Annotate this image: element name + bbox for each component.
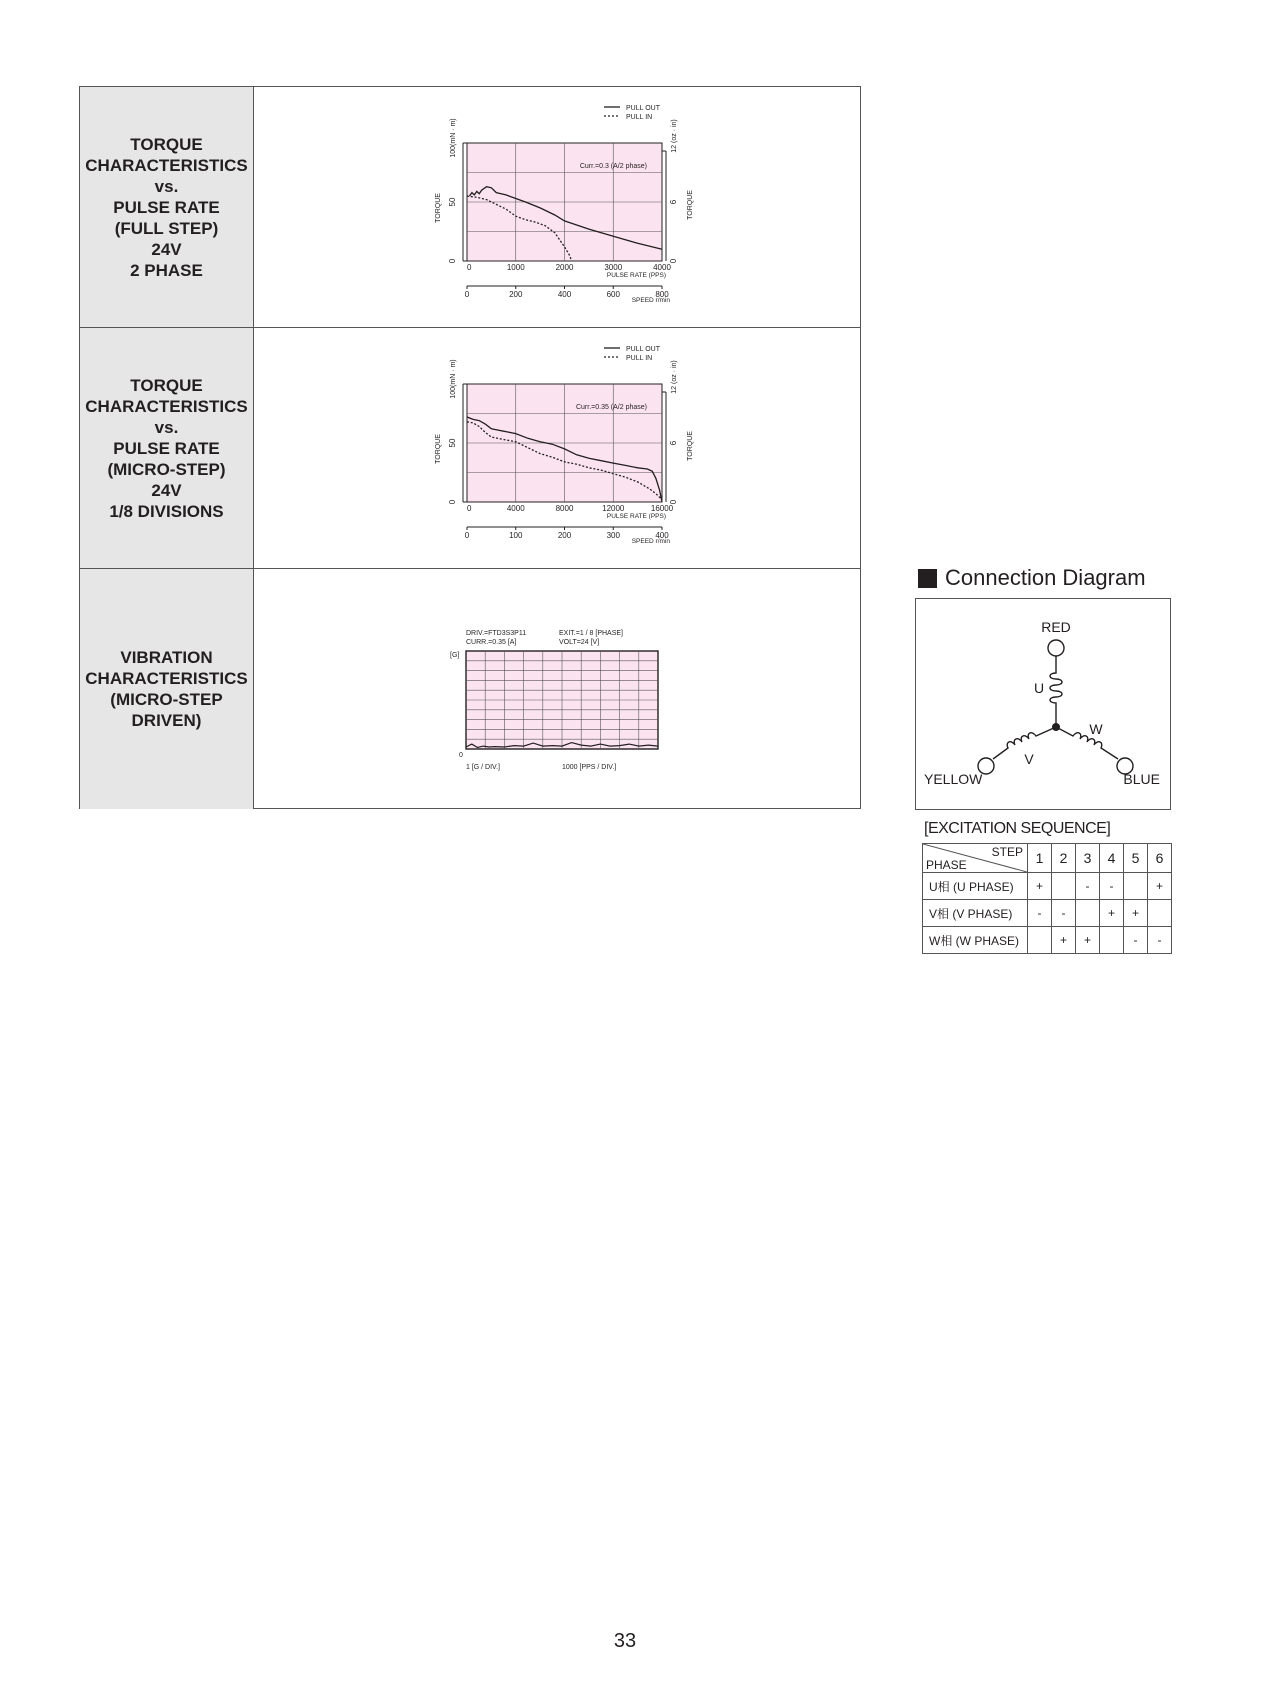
y-tick-label-right: 0 [669, 258, 678, 264]
speed-tick-label: 400 [557, 290, 572, 299]
legend-label-pull-out: PULL OUT [626, 105, 660, 112]
chart-cell [254, 87, 860, 327]
phase-name: W相 (W PHASE) [923, 927, 1028, 954]
step-number: 4 [1100, 844, 1124, 873]
y-axis-unit: [G] [450, 652, 460, 659]
x-axis-title: PULSE RATE (PPS) [606, 513, 666, 520]
sequence-cell [1076, 900, 1100, 927]
speed-tick-label: 800 [655, 290, 669, 299]
y-axis-title-left: TORQUE [435, 193, 442, 223]
speed-tick-label: 0 [464, 531, 470, 540]
coil-w-winding [1056, 727, 1118, 759]
label-blue: BLUE [1123, 771, 1160, 787]
x-tick-label: 8000 [555, 504, 574, 513]
row-label: VIBRATION CHARACTERISTICS (MICRO-STEP DRIVEN) [85, 648, 248, 730]
y-axis-title-right: TORQUE [687, 190, 694, 220]
info-driver: DRIV.=FTD3S3P11 [466, 630, 527, 637]
x-tick-label: 1000 [506, 263, 525, 272]
speed-tick-label: 400 [655, 531, 669, 540]
x-tick-label: 3000 [604, 263, 623, 272]
coil-u-winding [1050, 656, 1062, 727]
chart-cell [254, 328, 860, 568]
current-annotation: Curr.=0.3 (A/2 phase) [579, 163, 647, 170]
y-tick-label-right: 0 [669, 499, 678, 505]
step-number: 5 [1124, 844, 1148, 873]
sequence-cell [1100, 927, 1124, 954]
y-division-label: 1 [G / DIV.] [466, 764, 500, 771]
row-label-cell [80, 328, 254, 568]
phase-name: V相 (V PHASE) [923, 900, 1028, 927]
sequence-cell: - [1052, 900, 1076, 927]
wiring-diagram [916, 599, 1170, 809]
step-phase-header [923, 844, 1028, 873]
legend-label-pull-in: PULL IN [626, 355, 653, 362]
center-junction-dot [1052, 723, 1060, 731]
speed-tick-label: 200 [557, 531, 572, 540]
sequence-cell: - [1148, 927, 1172, 954]
characteristics-table [79, 86, 861, 809]
sequence-cell [1124, 873, 1148, 900]
sequence-cell: + [1100, 900, 1124, 927]
info-excitation: EXIT.=1 / 8 [PHASE] [559, 630, 624, 637]
x-division-label: 1000 [PPS / DIV.] [562, 764, 617, 771]
label-w: W [1089, 721, 1103, 737]
table-row [923, 900, 1172, 927]
label-u: U [1033, 680, 1045, 696]
speed-tick-label: 300 [606, 531, 620, 540]
y-tick-label-right: 6 [669, 199, 678, 205]
torque-chart-full-step [254, 87, 860, 327]
sequence-cell: - [1124, 927, 1148, 954]
table-row [923, 873, 1172, 900]
chart-cell [254, 569, 860, 809]
sequence-cell [1148, 900, 1172, 927]
phase-name: U相 (U PHASE) [923, 873, 1028, 900]
speed-axis-title: SPEED r/min [631, 297, 670, 304]
sequence-cell: - [1028, 900, 1052, 927]
sequence-cell: + [1076, 927, 1100, 954]
excitation-sequence-table [922, 843, 1172, 954]
row-label-cell [80, 569, 254, 809]
x-tick-label: 0 [467, 504, 472, 513]
row-label-cell [80, 87, 254, 327]
y-axis-title-left: TORQUE [435, 434, 442, 464]
y-axis-unit-right: 12 (oz · in) [671, 119, 678, 153]
y-tick-label-left: 50 [448, 197, 457, 207]
x-tick-label: 2000 [555, 263, 574, 272]
sequence-cell [1028, 927, 1052, 954]
speed-tick-label: 0 [464, 290, 470, 299]
header-step: STEP [991, 845, 1023, 859]
step-number: 1 [1028, 844, 1052, 873]
speed-tick-label: 200 [509, 290, 523, 299]
y-axis-unit-left: 100(mN · m) [450, 359, 457, 399]
y-axis-title-right: TORQUE [687, 431, 694, 461]
y-zero-label: 0 [459, 752, 463, 759]
step-number: 3 [1076, 844, 1100, 873]
y-tick-label-left: 0 [448, 499, 457, 505]
excitation-sequence-title: [EXCITATION SEQUENCE] [924, 820, 1111, 837]
sequence-cell: - [1076, 873, 1100, 900]
sequence-cell: + [1028, 873, 1052, 900]
torque-chart-micro-step [254, 328, 860, 568]
label-yellow: YELLOW [924, 771, 983, 787]
legend-label-pull-in: PULL IN [626, 114, 653, 121]
x-tick-label: 16000 [650, 504, 674, 513]
diagonal-divider [923, 844, 1027, 872]
sequence-cell: - [1100, 873, 1124, 900]
sequence-cell: + [1148, 873, 1172, 900]
y-tick-label-right: 6 [669, 440, 678, 446]
y-axis-unit-right: 12 (oz · in) [671, 360, 678, 394]
sequence-cell: + [1124, 900, 1148, 927]
header-phase: PHASE [926, 858, 967, 872]
info-current: CURR.=0.35 [A] [466, 639, 517, 646]
vibration-chart [254, 569, 860, 809]
x-tick-label: 12000 [602, 504, 625, 513]
row-label: TORQUE CHARACTERISTICS vs. PULSE RATE (FULL STEP) 24V 2 PHASE [85, 134, 248, 280]
terminal-red-circle [1048, 640, 1064, 656]
x-tick-label: 0 [467, 263, 472, 272]
connection-diagram [915, 598, 1171, 810]
row-full-step-torque [80, 87, 860, 328]
connection-diagram-title: Connection Diagram [945, 565, 1146, 590]
table-header-row [923, 844, 1172, 873]
speed-axis-title: SPEED r/min [631, 538, 670, 545]
square-bullet-icon [918, 569, 937, 588]
x-tick-label: 4000 [653, 263, 671, 272]
speed-tick-label: 600 [606, 290, 620, 299]
step-number: 6 [1148, 844, 1172, 873]
y-tick-label-left: 50 [448, 438, 457, 448]
x-axis-title: PULSE RATE (PPS) [606, 272, 666, 279]
x-tick-label: 4000 [506, 504, 525, 513]
info-voltage: VOLT=24 [V] [559, 639, 600, 646]
y-axis-unit-left: 100(mN · m) [450, 118, 457, 158]
table-row [923, 927, 1172, 954]
sequence-cell: + [1052, 927, 1076, 954]
row-micro-step-torque [80, 328, 860, 569]
y-tick-label-left: 0 [448, 258, 457, 264]
sequence-cell [1052, 873, 1076, 900]
legend-label-pull-out: PULL OUT [626, 346, 660, 353]
step-number: 2 [1052, 844, 1076, 873]
label-red: RED [1041, 619, 1071, 635]
label-v: V [1024, 751, 1034, 767]
page-number: 33 [613, 1630, 637, 1652]
row-vibration [80, 569, 860, 809]
connection-diagram-heading [918, 565, 1146, 591]
current-annotation: Curr.=0.35 (A/2 phase) [575, 404, 647, 411]
speed-tick-label: 100 [509, 531, 523, 540]
row-label: TORQUE CHARACTERISTICS vs. PULSE RATE (MICRO-STEP) 24V 1/8 DIVISIONS [85, 375, 248, 521]
